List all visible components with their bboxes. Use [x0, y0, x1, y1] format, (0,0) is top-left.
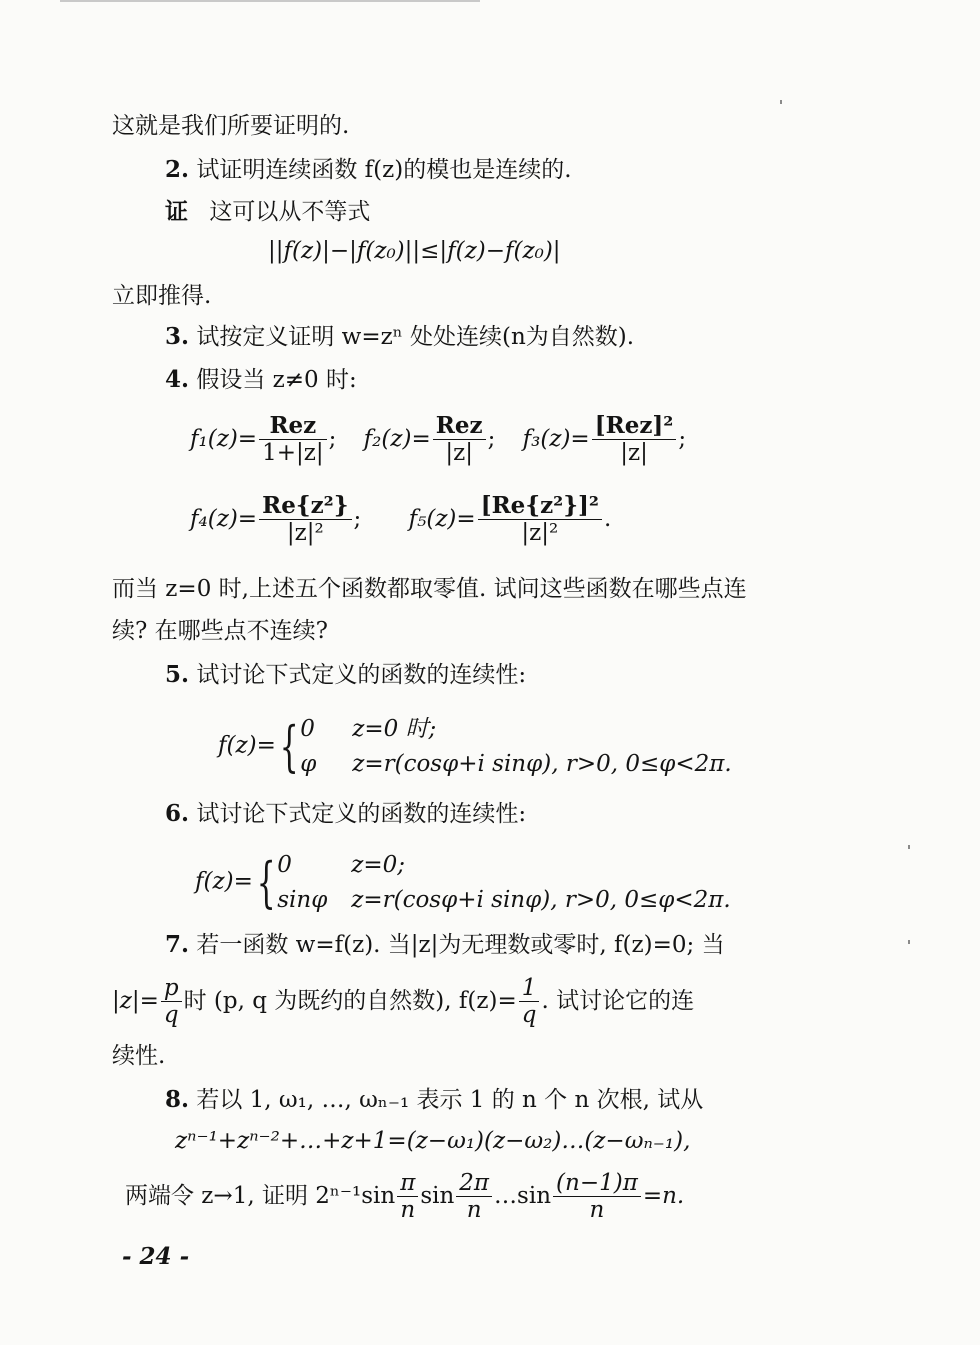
ex6-case-1: 0 z=0;	[277, 852, 405, 878]
exercise-4	[165, 368, 357, 392]
f4-denominator: |z|²	[286, 520, 324, 547]
q-denominator: q	[163, 1002, 179, 1029]
proof-line	[165, 200, 370, 224]
proof-conclusion: 立即推得.	[112, 283, 212, 309]
f3-fraction	[592, 413, 677, 467]
ex7-middle-text: 时 (p, q 为既约的自然数), f(z)=	[183, 987, 517, 1014]
f4-numerator: Re{z²}	[259, 493, 351, 520]
ex8-result: =n.	[642, 1182, 685, 1209]
ex7-lhs: |z|=	[112, 987, 159, 1014]
proof-label: 证	[165, 198, 188, 225]
exercise-3	[165, 325, 634, 349]
polynomial-identity: zⁿ⁻¹+zⁿ⁻²+…+z+1=(z−ω₁)(z−ω₂)…(z−ωₙ₋₁),	[175, 1128, 691, 1154]
ex7-end-text: . 试讨论它的连	[541, 987, 695, 1014]
scan-speck	[908, 940, 910, 944]
exercise-text: 若一函数 w=f(z). 当|z|为无理数或零时, f(z)=0; 当	[196, 932, 725, 958]
ex5-case-1: 0 z=0 时;	[300, 716, 437, 742]
f3-denominator: |z|	[620, 440, 648, 467]
p-over-q-fraction	[161, 975, 182, 1029]
exercise-text: 若以 1, ω₁, …, ωₙ₋₁ 表示 1 的 n 个 n 次根, 试从	[196, 1087, 704, 1113]
f1-fraction	[259, 413, 327, 467]
exercise-7-line-2	[112, 975, 694, 1029]
f5-denominator: |z|²	[521, 520, 559, 547]
f2-fraction	[433, 413, 486, 467]
f5-fraction	[478, 493, 602, 547]
exercise-number: 6.	[165, 800, 190, 827]
prev-proof-end: 这就是我们所要证明的.	[112, 113, 350, 139]
f4-fraction	[259, 493, 351, 547]
f5-numerator: [Re{z²}]²	[478, 493, 602, 520]
f1-lhs: f₁(z)=	[190, 425, 258, 452]
f1-numerator: Rez	[259, 413, 327, 440]
p-numerator: p	[161, 975, 182, 1002]
exercise-4-question-2: 续? 在哪些点不连续?	[112, 618, 328, 644]
exercise-4-question-1: 而当 z=0 时,上述五个函数都取零值. 试问这些函数在哪些点连	[112, 576, 747, 602]
exercise-text: 试讨论下式定义的函数的连续性:	[196, 801, 527, 827]
exercise-text: 试讨论下式定义的函数的连续性:	[196, 662, 527, 688]
f2-denominator: |z|	[445, 440, 473, 467]
sin-text: sin	[420, 1182, 455, 1209]
exercise-7-line-3: 续性.	[112, 1043, 166, 1069]
f4-lhs: f₄(z)=	[190, 505, 258, 532]
n-minus-one-pi-over-n-fraction: $\frac{(n-1)\pi}{n}$	[553, 1170, 641, 1224]
exercise-text: 试按定义证明 w=zⁿ 处处连续(n为自然数).	[196, 324, 635, 350]
exercise-number: 4.	[165, 366, 190, 393]
ex6-piecewise	[195, 848, 731, 917]
pi-over-n-fraction: $\frac{\pi}{n}$	[397, 1170, 418, 1224]
formula-row-2: f₄(z)= $\frac{\text{Re\{z²\}}}{\text{|z|²}}$ ; f₅(z)= $\frac{\text{[Re\{z²\}]²}}{\text{|z|²}}$ .	[190, 492, 612, 547]
brace-symbol: {	[256, 850, 276, 914]
f1-denominator: 1+|z|	[262, 440, 324, 467]
ex6-cases	[277, 848, 730, 917]
exercise-6	[165, 802, 526, 826]
f3-numerator: [Rez]²	[592, 413, 677, 440]
exercise-2	[165, 158, 572, 182]
inequality-formula: ||f(z)|−|f(z₀)||≤|f(z)−f(z₀)|	[268, 238, 561, 264]
exercise-8-line-1	[165, 1088, 703, 1112]
exercise-number: 2.	[165, 156, 190, 183]
exercise-number: 3.	[165, 323, 190, 350]
dots-sin-text: …sin	[494, 1182, 552, 1209]
brace-symbol: {	[279, 714, 299, 778]
page-number: - 24 -	[122, 1243, 190, 1270]
scan-speck	[780, 100, 782, 104]
ex6-case-2: sinφ z=r(cosφ+i sinφ), r>0, 0≤φ<2π.	[277, 886, 731, 913]
f3-lhs: f₃(z)=	[522, 425, 590, 452]
one-numerator: 1	[519, 975, 540, 1002]
ex5-piecewise	[218, 712, 732, 781]
f5-lhs: f₅(z)=	[408, 505, 476, 532]
ex5-case-2: φ z=r(cosφ+i sinφ), r>0, 0≤φ<2π.	[300, 750, 732, 777]
ex5-lhs: f(z)=	[218, 732, 276, 759]
top-scan-line	[60, 0, 480, 2]
scan-speck	[908, 845, 910, 849]
formula-row-1: f₁(z)= $\frac{\text{Rez}}{1+|z|}$ ; f₂(z)= $\frac{\text{Rez}}{|z|}$ ; f₃(z)= $\frac{\text{[Rez]²}}{|z|}$ ;	[190, 412, 687, 467]
ex5-cases	[300, 712, 731, 781]
f2-numerator: Rez	[433, 413, 486, 440]
exercise-number: 8.	[165, 1086, 190, 1113]
one-over-q-fraction	[519, 975, 540, 1029]
f2-lhs: f₂(z)=	[363, 425, 431, 452]
two-pi-over-n-fraction: $\frac{2\pi}{n}$	[456, 1170, 492, 1224]
proof-text: 这可以从不等式	[209, 199, 371, 225]
ex6-lhs: f(z)=	[195, 868, 253, 895]
exercise-7-line-1	[165, 933, 725, 957]
exercise-5	[165, 663, 526, 687]
exercise-text: 试证明连续函数 f(z)的模也是连续的.	[196, 157, 572, 183]
exercise-8-line-3	[125, 1170, 684, 1224]
exercise-text: 假设当 z≠0 时:	[196, 367, 357, 393]
ex8-prefix: 两端令 z→1, 证明 2ⁿ⁻¹sin	[125, 1182, 396, 1209]
exercise-number: 7.	[165, 931, 190, 958]
exercise-number: 5.	[165, 661, 190, 688]
q-denominator: q	[521, 1002, 537, 1029]
